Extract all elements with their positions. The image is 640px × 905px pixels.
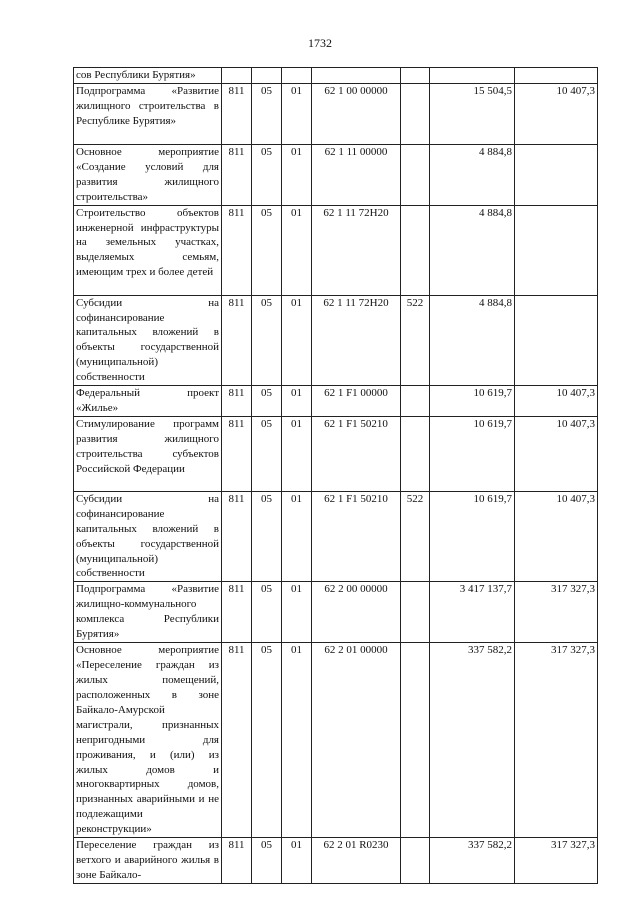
cell-sum-1 — [430, 68, 515, 84]
cell-expense-type — [401, 643, 430, 838]
cell-sum-2: 317 327,3 — [515, 838, 598, 884]
table-row — [74, 386, 598, 417]
cell-target-article: 62 1 F1 50210 — [312, 416, 401, 491]
cell-sum-1: 15 504,5 — [430, 84, 515, 145]
cell-name: Субсидии на софинансирование капитальных вложений в объекты государственной (муниципальной) собственности — [74, 295, 222, 385]
cell-grbs: 811 — [222, 84, 252, 145]
cell-section: 05 — [252, 838, 282, 884]
cell-expense-type — [401, 145, 430, 206]
cell-expense-type — [401, 84, 430, 145]
cell-name: Переселение граждан из ветхого и аварийного жилья в зоне Байкало- — [74, 838, 222, 884]
cell-name: Стимулирование программ развития жилищного строительства субъектов Российской Федерации — [74, 416, 222, 491]
cell-name: Строительство объектов инженерной инфраструктуры на земельных участках, выделяемых семьям, имеющим трех и более детей — [74, 205, 222, 295]
cell-section: 05 — [252, 205, 282, 295]
cell-name: Основное мероприятие «Переселение граждан из жилых помещений, расположенных в зоне Байкало-Амурской магистрали, признанных непригодными для проживания, и (или) из жилых домов и многоквартирных домов, признанных аварийными и не подлежащими реконструкции» — [74, 643, 222, 838]
budget-table — [73, 67, 598, 884]
cell-sum-1: 4 884,8 — [430, 295, 515, 385]
cell-grbs — [222, 68, 252, 84]
cell-sum-1: 3 417 137,7 — [430, 582, 515, 643]
cell-section: 05 — [252, 84, 282, 145]
cell-grbs: 811 — [222, 145, 252, 206]
cell-subsection: 01 — [282, 295, 312, 385]
cell-section: 05 — [252, 582, 282, 643]
table-row — [74, 491, 598, 581]
cell-name: Подпрограмма «Развитие жилищного строительства в Республике Бурятия» — [74, 84, 222, 145]
cell-expense-type — [401, 416, 430, 491]
cell-section: 05 — [252, 386, 282, 417]
cell-section: 05 — [252, 295, 282, 385]
cell-expense-type — [401, 386, 430, 417]
cell-target-article: 62 1 F1 00000 — [312, 386, 401, 417]
cell-subsection — [282, 68, 312, 84]
cell-name: Субсидии на софинансирование капитальных вложений в объекты государственной (муниципальной) собственности — [74, 491, 222, 581]
cell-grbs: 811 — [222, 416, 252, 491]
cell-target-article: 62 1 F1 50210 — [312, 491, 401, 581]
table-row — [74, 582, 598, 643]
cell-expense-type: 522 — [401, 491, 430, 581]
cell-sum-2: 10 407,3 — [515, 386, 598, 417]
cell-target-article: 62 2 01 R0230 — [312, 838, 401, 884]
cell-sum-2 — [515, 145, 598, 206]
cell-grbs: 811 — [222, 491, 252, 581]
cell-subsection: 01 — [282, 416, 312, 491]
cell-subsection: 01 — [282, 84, 312, 145]
cell-sum-1: 10 619,7 — [430, 386, 515, 417]
cell-sum-1: 10 619,7 — [430, 416, 515, 491]
cell-sum-2 — [515, 68, 598, 84]
cell-target-article: 62 1 11 72H20 — [312, 295, 401, 385]
table-row — [74, 416, 598, 491]
cell-subsection: 01 — [282, 386, 312, 417]
cell-target-article: 62 1 00 00000 — [312, 84, 401, 145]
table-row — [74, 68, 598, 84]
cell-sum-1: 337 582,2 — [430, 838, 515, 884]
cell-target-article: 62 1 11 72H20 — [312, 205, 401, 295]
cell-section: 05 — [252, 416, 282, 491]
cell-sum-2: 10 407,3 — [515, 416, 598, 491]
table-row — [74, 205, 598, 295]
cell-expense-type — [401, 838, 430, 884]
cell-section: 05 — [252, 145, 282, 206]
cell-subsection: 01 — [282, 205, 312, 295]
cell-sum-1: 337 582,2 — [430, 643, 515, 838]
cell-expense-type — [401, 582, 430, 643]
cell-subsection: 01 — [282, 491, 312, 581]
page-number: 1732 — [308, 36, 332, 50]
cell-name: сов Республики Бурятия» — [74, 68, 222, 84]
table-row — [74, 145, 598, 206]
cell-grbs: 811 — [222, 386, 252, 417]
cell-sum-2: 317 327,3 — [515, 643, 598, 838]
cell-sum-2 — [515, 295, 598, 385]
cell-sum-1: 4 884,8 — [430, 205, 515, 295]
cell-sum-2: 317 327,3 — [515, 582, 598, 643]
table-row — [74, 84, 598, 145]
cell-sum-2: 10 407,3 — [515, 84, 598, 145]
cell-sum-1: 10 619,7 — [430, 491, 515, 581]
cell-name: Федеральный проект «Жилье» — [74, 386, 222, 417]
cell-target-article: 62 2 00 00000 — [312, 582, 401, 643]
cell-target-article: 62 1 11 00000 — [312, 145, 401, 206]
cell-section: 05 — [252, 643, 282, 838]
cell-grbs: 811 — [222, 295, 252, 385]
cell-target-article — [312, 68, 401, 84]
cell-section — [252, 68, 282, 84]
cell-grbs: 811 — [222, 582, 252, 643]
cell-section: 05 — [252, 491, 282, 581]
cell-name: Основное мероприятие «Создание условий для развития жилищного строительства» — [74, 145, 222, 206]
cell-subsection: 01 — [282, 582, 312, 643]
cell-subsection: 01 — [282, 838, 312, 884]
cell-name: Подпрограмма «Развитие жилищно-коммунального комплекса Республики Бурятия» — [74, 582, 222, 643]
cell-grbs: 811 — [222, 205, 252, 295]
cell-expense-type — [401, 205, 430, 295]
cell-grbs: 811 — [222, 838, 252, 884]
table-row — [74, 838, 598, 884]
cell-subsection: 01 — [282, 643, 312, 838]
cell-sum-2: 10 407,3 — [515, 491, 598, 581]
cell-sum-2 — [515, 205, 598, 295]
cell-subsection: 01 — [282, 145, 312, 206]
cell-expense-type: 522 — [401, 295, 430, 385]
cell-expense-type — [401, 68, 430, 84]
cell-sum-1: 4 884,8 — [430, 145, 515, 206]
table-row — [74, 643, 598, 838]
table-row — [74, 295, 598, 385]
cell-grbs: 811 — [222, 643, 252, 838]
cell-target-article: 62 2 01 00000 — [312, 643, 401, 838]
